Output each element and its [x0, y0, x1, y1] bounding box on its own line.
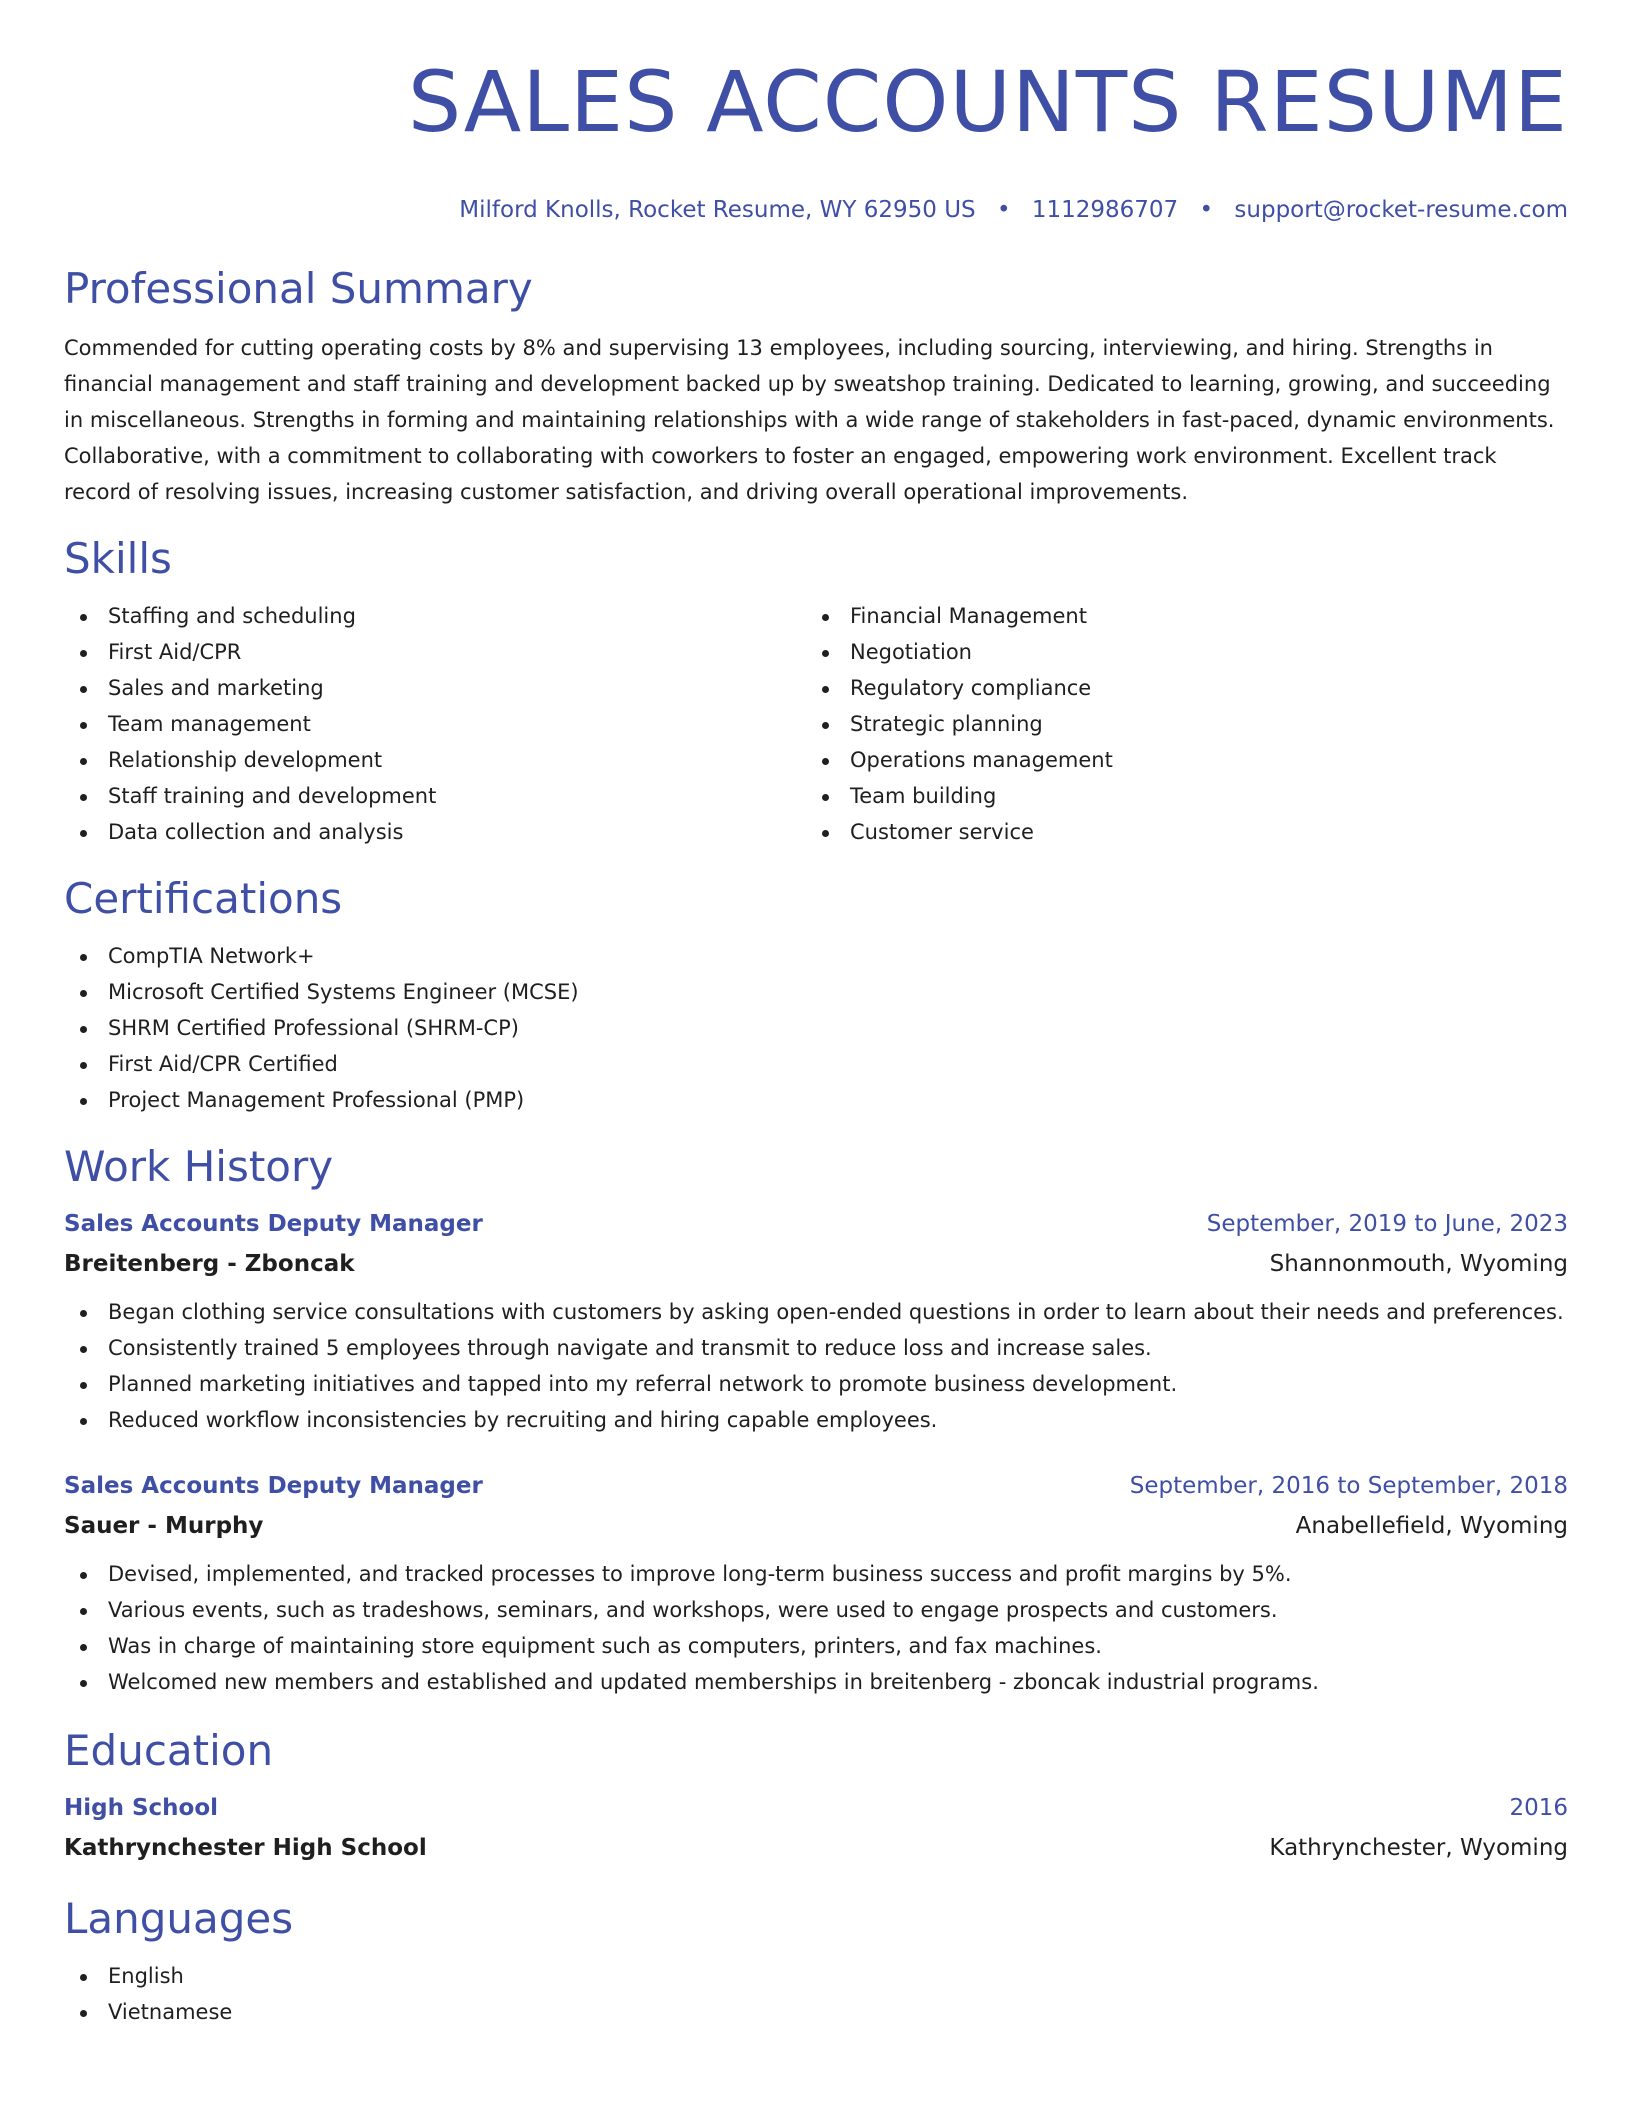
contact-separator: • [1199, 197, 1214, 223]
languages-list [64, 1958, 1568, 2030]
certification-item: SHRM Certified Professional (SHRM-CP) [64, 1010, 1568, 1046]
skill-item: Regulatory compliance [806, 670, 1548, 706]
education-location: Kathrynchester, Wyoming [1269, 1835, 1568, 1861]
skill-item: Team building [806, 778, 1548, 814]
skill-item: Team management [64, 706, 806, 742]
certification-item: Microsoft Certified Systems Engineer (MCSE) [64, 974, 1568, 1010]
skill-item: Negotiation [806, 634, 1548, 670]
skill-item: Operations management [806, 742, 1548, 778]
job-bullet: Was in charge of maintaining store equipment such as computers, printers, and fax machines. [64, 1628, 1568, 1664]
education-school: Kathrynchester High School [64, 1835, 427, 1861]
job-dates: September, 2016 to September, 2018 [1129, 1473, 1568, 1499]
contact-email: support@rocket-resume.com [1234, 197, 1568, 223]
summary-section [64, 262, 1568, 510]
job-bullet: Various events, such as tradeshows, seminars, and workshops, were used to engage prospects and customers. [64, 1592, 1568, 1628]
job-entry [64, 1204, 1568, 1438]
skill-item: Staff training and development [64, 778, 806, 814]
certification-item: Project Management Professional (PMP) [64, 1082, 1568, 1118]
language-item: Vietnamese [64, 1994, 1568, 2030]
job-title-row [64, 1466, 1568, 1506]
education-degree: High School [64, 1795, 219, 1821]
resume-page [64, 52, 1568, 2030]
job-role: Sales Accounts Deputy Manager [64, 1473, 483, 1499]
section-heading-work: Work History [64, 1142, 334, 1191]
section-heading-skills: Skills [64, 534, 172, 583]
job-company: Sauer - Murphy [64, 1513, 264, 1539]
contact-line [64, 194, 1568, 226]
skill-item: Staffing and scheduling [64, 598, 806, 634]
job-company: Breitenberg - Zboncak [64, 1251, 355, 1277]
language-item: English [64, 1958, 1568, 1994]
section-heading-languages: Languages [64, 1894, 294, 1943]
skill-item: Financial Management [806, 598, 1548, 634]
job-title-row [64, 1204, 1568, 1244]
languages-section [64, 1892, 1568, 2030]
certification-item: First Aid/CPR Certified [64, 1046, 1568, 1082]
section-heading-summary: Professional Summary [64, 264, 533, 313]
job-bullet: Reduced workflow inconsistencies by recruiting and hiring capable employees. [64, 1402, 1568, 1438]
certification-item: CompTIA Network+ [64, 938, 1568, 974]
skill-item: Data collection and analysis [64, 814, 806, 850]
job-bullets [64, 1556, 1568, 1700]
skill-item: Relationship development [64, 742, 806, 778]
skill-item: First Aid/CPR [64, 634, 806, 670]
education-entry [64, 1788, 1568, 1868]
certifications-list [64, 938, 1568, 1118]
education-section [64, 1724, 1568, 1868]
job-role: Sales Accounts Deputy Manager [64, 1211, 483, 1237]
education-degree-row [64, 1788, 1568, 1828]
job-bullet: Began clothing service consultations with customers by asking open-ended questions in order to learn about their needs and preferences. [64, 1294, 1568, 1330]
skills-section [64, 532, 1568, 850]
job-company-row [64, 1244, 1568, 1284]
certifications-section [64, 872, 1568, 1118]
education-year: 2016 [1509, 1795, 1568, 1821]
summary-text: Commended for cutting operating costs by 8% and supervising 13 employees, including sourcing, interviewing, and hiring. Strengths in financial management and staff training and development backed up by sweatshop training. Dedicated to learning, growing, and succeeding in miscellaneous. Strengths in forming and maintaining relationships with a wide range of stakeholders in fast-paced, dynamic environments. Collaborative, with a commitment to collaborating with coworkers to foster an engaged, empowering work environment. Excellent track record of resolving issues, increasing customer satisfaction, and driving overall operational improvements. [64, 336, 1555, 504]
section-heading-certifications: Certifications [64, 874, 343, 923]
job-dates: September, 2019 to June, 2023 [1206, 1211, 1568, 1237]
resume-title: SALES ACCOUNTS RESUME [407, 53, 1568, 151]
skill-item: Strategic planning [806, 706, 1548, 742]
job-location: Shannonmouth, Wyoming [1269, 1251, 1568, 1277]
job-company-row [64, 1506, 1568, 1546]
job-location: Anabellefield, Wyoming [1295, 1513, 1568, 1539]
contact-separator: • [996, 197, 1011, 223]
job-bullets [64, 1294, 1568, 1438]
section-heading-education: Education [64, 1726, 274, 1775]
work-section [64, 1140, 1568, 1700]
job-bullet: Consistently trained 5 employees through navigate and transmit to reduce loss and increase sales. [64, 1330, 1568, 1366]
skill-item: Sales and marketing [64, 670, 806, 706]
job-bullet: Welcomed new members and established and updated memberships in breitenberg - zboncak industrial programs. [64, 1664, 1568, 1700]
job-bullet: Devised, implemented, and tracked processes to improve long-term business success and profit margins by 5%. [64, 1556, 1568, 1592]
skills-list-left [64, 598, 806, 850]
skills-grid [64, 598, 1568, 850]
contact-address: Milford Knolls, Rocket Resume, WY 62950 US [459, 197, 976, 223]
skill-item: Customer service [806, 814, 1548, 850]
skills-list-right [806, 598, 1548, 850]
job-bullet: Planned marketing initiatives and tapped into my referral network to promote business development. [64, 1366, 1568, 1402]
contact-phone: 1112986707 [1031, 197, 1179, 223]
job-entry [64, 1466, 1568, 1700]
education-school-row [64, 1828, 1568, 1868]
